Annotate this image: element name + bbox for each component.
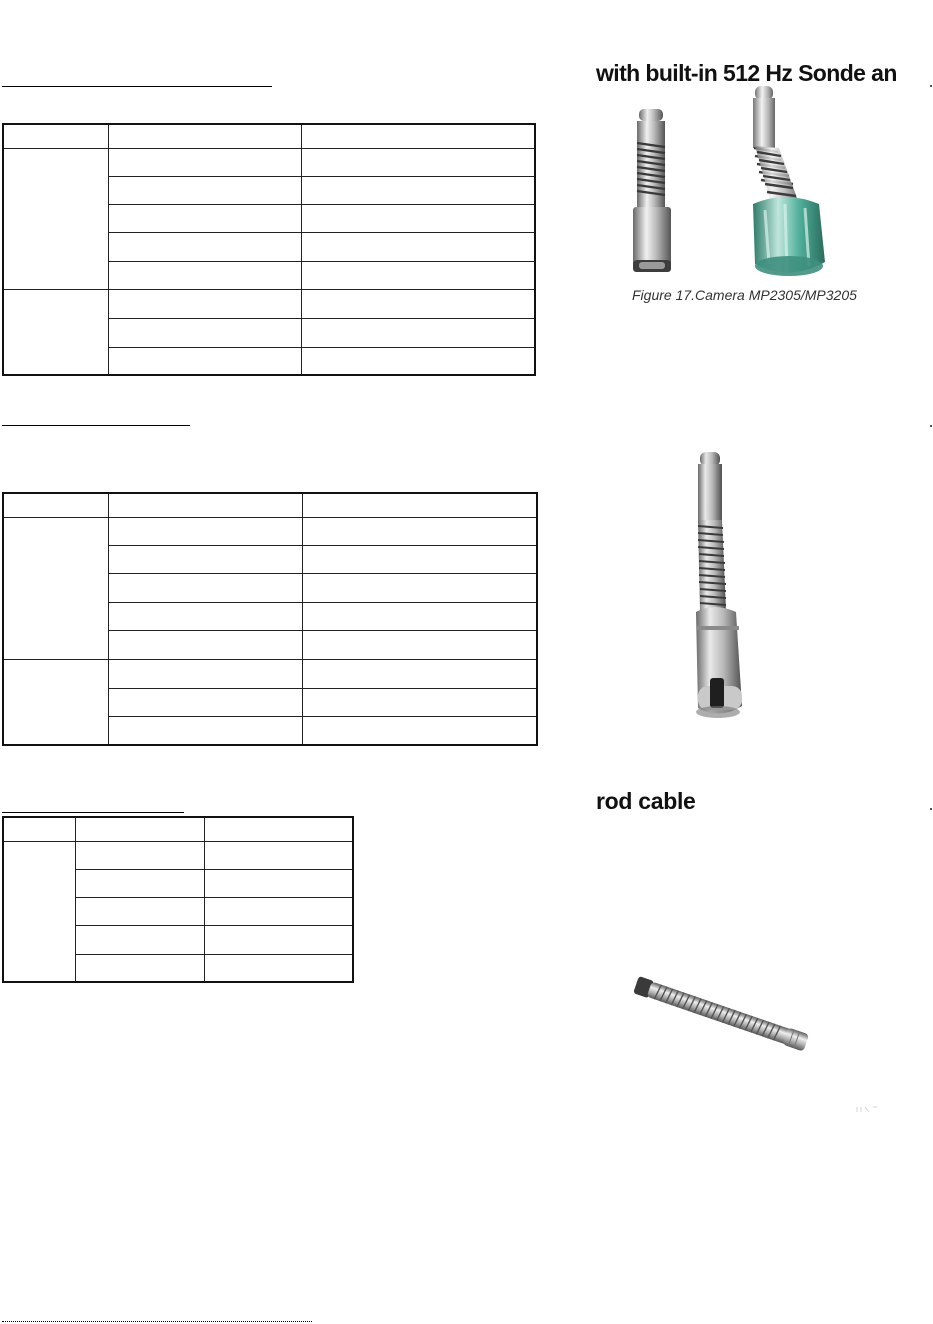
camera-head-small-photo <box>625 105 685 280</box>
section-1-title-underline <box>2 86 272 87</box>
table-cell <box>108 318 301 347</box>
table-cell <box>301 347 535 375</box>
table-header-row <box>3 493 537 517</box>
section-heading-camera-sonde: with built-in 512 Hz Sonde an <box>596 60 897 86</box>
table-cell <box>75 841 204 869</box>
table-cell <box>75 897 204 925</box>
table-cell <box>301 232 535 261</box>
camera-head-long-photo <box>692 450 752 722</box>
table-row <box>3 517 537 545</box>
spec-table-1 <box>2 123 536 376</box>
figure-17-caption: Figure 17.Camera MP2305/MP3205 <box>632 287 857 303</box>
table-group-cell <box>3 148 108 289</box>
table-row <box>3 148 535 176</box>
table-cell <box>3 124 108 148</box>
table-cell <box>108 659 302 688</box>
footer-rule <box>2 1321 312 1322</box>
table-cell <box>108 517 302 545</box>
table-cell <box>108 630 302 659</box>
table-row <box>3 659 537 688</box>
table-cell <box>204 841 353 869</box>
table-group-cell <box>3 289 108 375</box>
table-cell <box>108 493 302 517</box>
section-heading-rod-cable: rod cable <box>596 788 696 814</box>
table-cell <box>108 716 302 745</box>
table-cell <box>204 954 353 982</box>
table-cell <box>301 176 535 204</box>
table-cell <box>302 493 537 517</box>
table-cell <box>302 517 537 545</box>
table-cell <box>108 573 302 602</box>
camera-with-sonde-photo <box>745 86 830 286</box>
table-cell <box>302 716 537 745</box>
spec-table-2 <box>2 492 538 746</box>
table-header-row <box>3 124 535 148</box>
section-2-title-underline <box>2 425 190 426</box>
section-3-title-underline <box>2 812 184 813</box>
table-cell <box>301 204 535 232</box>
table-cell <box>75 817 204 841</box>
table-cell <box>108 124 301 148</box>
table-cell <box>3 493 108 517</box>
table-cell <box>108 232 301 261</box>
table-cell <box>301 124 535 148</box>
table-cell <box>301 148 535 176</box>
table-cell <box>75 954 204 982</box>
table-cell <box>302 545 537 573</box>
table-group-cell <box>3 841 75 982</box>
table-cell <box>301 289 535 318</box>
table-cell <box>108 176 301 204</box>
table-row <box>3 841 353 869</box>
table-cell <box>3 817 75 841</box>
edge-mark <box>930 85 932 87</box>
table-cell <box>302 659 537 688</box>
table-cell <box>108 289 301 318</box>
table-cell <box>108 347 301 375</box>
edge-mark <box>930 425 932 427</box>
table-cell <box>204 869 353 897</box>
table-row <box>3 289 535 318</box>
table-group-cell <box>3 659 108 745</box>
rod-spring-connector-photo <box>635 962 835 1054</box>
table-cell <box>75 869 204 897</box>
table-cell <box>204 925 353 954</box>
table-cell <box>108 148 301 176</box>
edge-mark <box>930 808 932 810</box>
table-cell <box>108 545 302 573</box>
table-group-cell <box>3 517 108 659</box>
table-cell <box>301 261 535 289</box>
table-cell <box>301 318 535 347</box>
table-cell <box>302 602 537 630</box>
table-cell <box>204 897 353 925</box>
table-cell <box>75 925 204 954</box>
spec-table-3 <box>2 816 354 983</box>
table-cell <box>108 204 301 232</box>
table-cell <box>302 573 537 602</box>
table-cell <box>108 688 302 716</box>
table-cell <box>108 261 301 289</box>
table-cell <box>204 817 353 841</box>
faint-mark <box>855 1105 879 1113</box>
table-cell <box>108 602 302 630</box>
table-header-row <box>3 817 353 841</box>
table-cell <box>302 688 537 716</box>
table-cell <box>302 630 537 659</box>
